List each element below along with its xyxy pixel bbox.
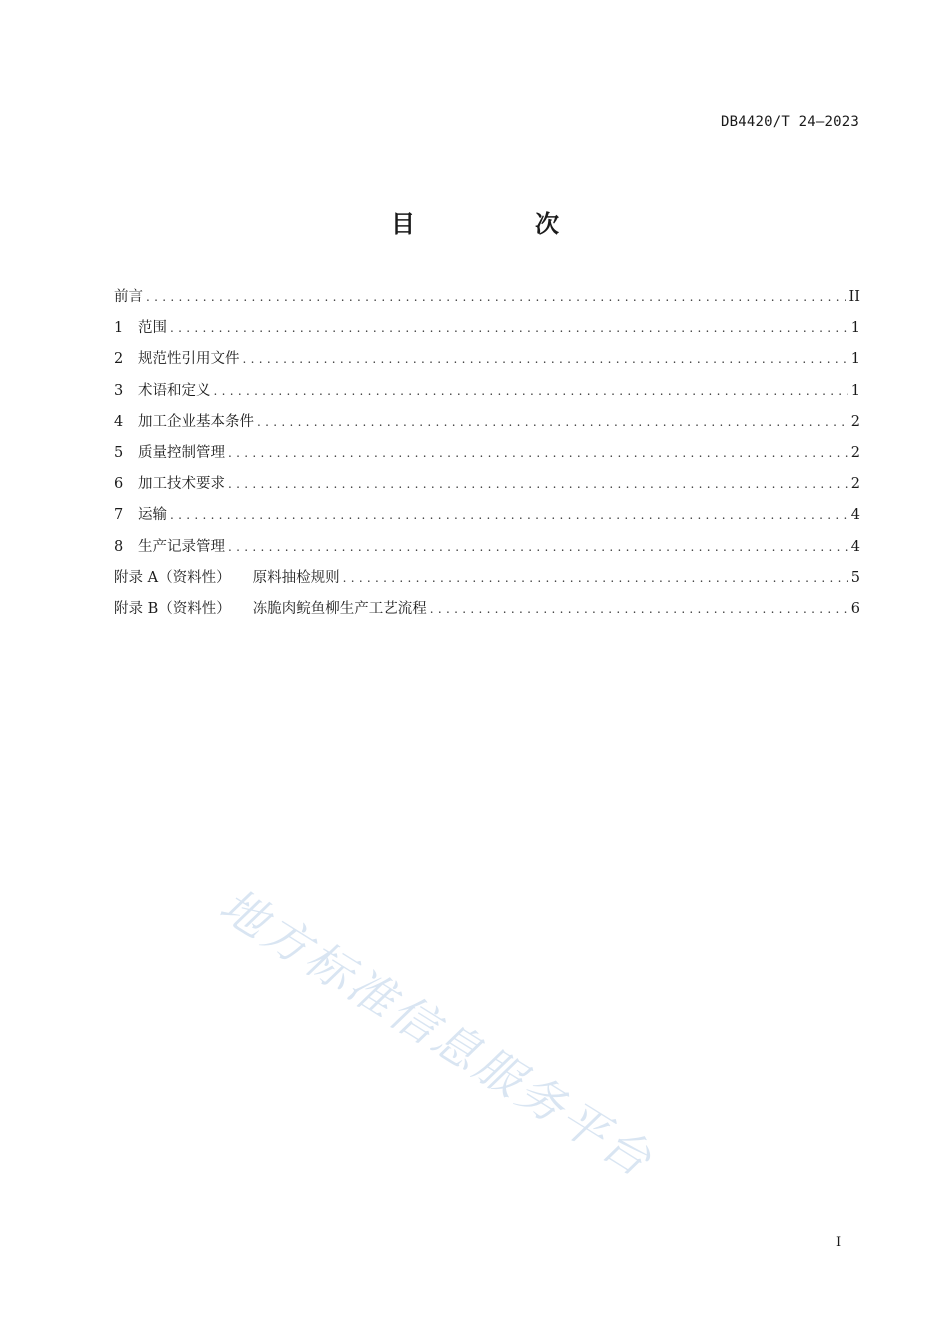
toc-entry-page: 1 [850, 351, 860, 368]
toc-entry-page: 1 [850, 320, 860, 337]
toc-entry-number: 5 [114, 444, 124, 461]
toc-entry-foreword[interactable] [114, 286, 860, 317]
toc-entry-number: 6 [114, 476, 124, 493]
toc-leader [228, 473, 848, 495]
toc-entry-page: 5 [850, 569, 860, 586]
toc-entry-number: 8 [114, 538, 124, 555]
toc-entry-page: 2 [850, 413, 860, 430]
toc-leader [430, 598, 848, 620]
toc-annex-label: 附录 B（资料性） [114, 600, 231, 617]
toc-leader [228, 536, 848, 558]
toc-entry-processing-requirements[interactable] [114, 473, 860, 504]
toc-title: 目 次 [391, 210, 607, 238]
toc-entry-number: 3 [114, 382, 124, 399]
toc-entry-title: 运输 [138, 507, 167, 524]
toc-entry-basic-conditions[interactable] [114, 411, 860, 442]
toc-entry-title: 加工企业基本条件 [138, 413, 254, 430]
toc-entry-number: 4 [114, 413, 124, 430]
toc-entry-annex-b[interactable] [114, 598, 860, 629]
toc-entry-page: 1 [850, 382, 860, 399]
toc-leader [170, 317, 848, 339]
toc-entry-annex-a[interactable] [114, 567, 860, 598]
toc-entry-production-records[interactable] [114, 536, 860, 567]
toc-leader [214, 380, 848, 402]
toc-entry-number: 2 [114, 351, 124, 368]
watermark: 地方标准信息服务平台 [210, 877, 664, 1189]
toc-leader [170, 504, 848, 526]
toc-entry-title: 加工技术要求 [138, 476, 225, 493]
toc-entry-title: 生产记录管理 [138, 538, 225, 555]
toc-entry-terms-definitions[interactable] [114, 380, 860, 411]
toc-entry-normative-references[interactable] [114, 348, 860, 379]
toc-leader [343, 567, 848, 589]
standard-code: DB4420/T 24—2023 [720, 114, 859, 130]
toc-annex-label: 附录 A（资料性） [114, 569, 231, 586]
toc-entry-title: 质量控制管理 [138, 444, 225, 461]
toc-leader [228, 442, 848, 464]
toc-leader [257, 411, 848, 433]
toc-entry-title: 范围 [138, 320, 167, 337]
page-number: I [836, 1235, 842, 1250]
toc-entry-transport[interactable] [114, 504, 860, 535]
toc-list [114, 286, 860, 629]
toc-entry-page: 2 [850, 476, 860, 493]
toc-leader [146, 286, 846, 308]
toc-entry-title: 冻脆肉鲩鱼柳生产工艺流程 [252, 600, 427, 617]
toc-entry-quality-control[interactable] [114, 442, 860, 473]
toc-entry-title: 前言 [114, 289, 143, 305]
toc-entry-number: 7 [114, 507, 124, 524]
toc-leader [243, 348, 848, 370]
toc-entry-page: 2 [850, 444, 860, 461]
toc-entry-title: 规范性引用文件 [138, 351, 240, 368]
toc-entry-title: 原料抽检规则 [252, 569, 340, 586]
toc-entry-page: 6 [850, 600, 860, 617]
toc-entry-page: 4 [850, 538, 860, 555]
toc-entry-page: II [848, 289, 860, 305]
toc-entry-scope[interactable] [114, 317, 860, 348]
toc-entry-number: 1 [114, 320, 124, 337]
toc-entry-page: 4 [850, 507, 860, 524]
toc-entry-title: 术语和定义 [138, 382, 211, 399]
